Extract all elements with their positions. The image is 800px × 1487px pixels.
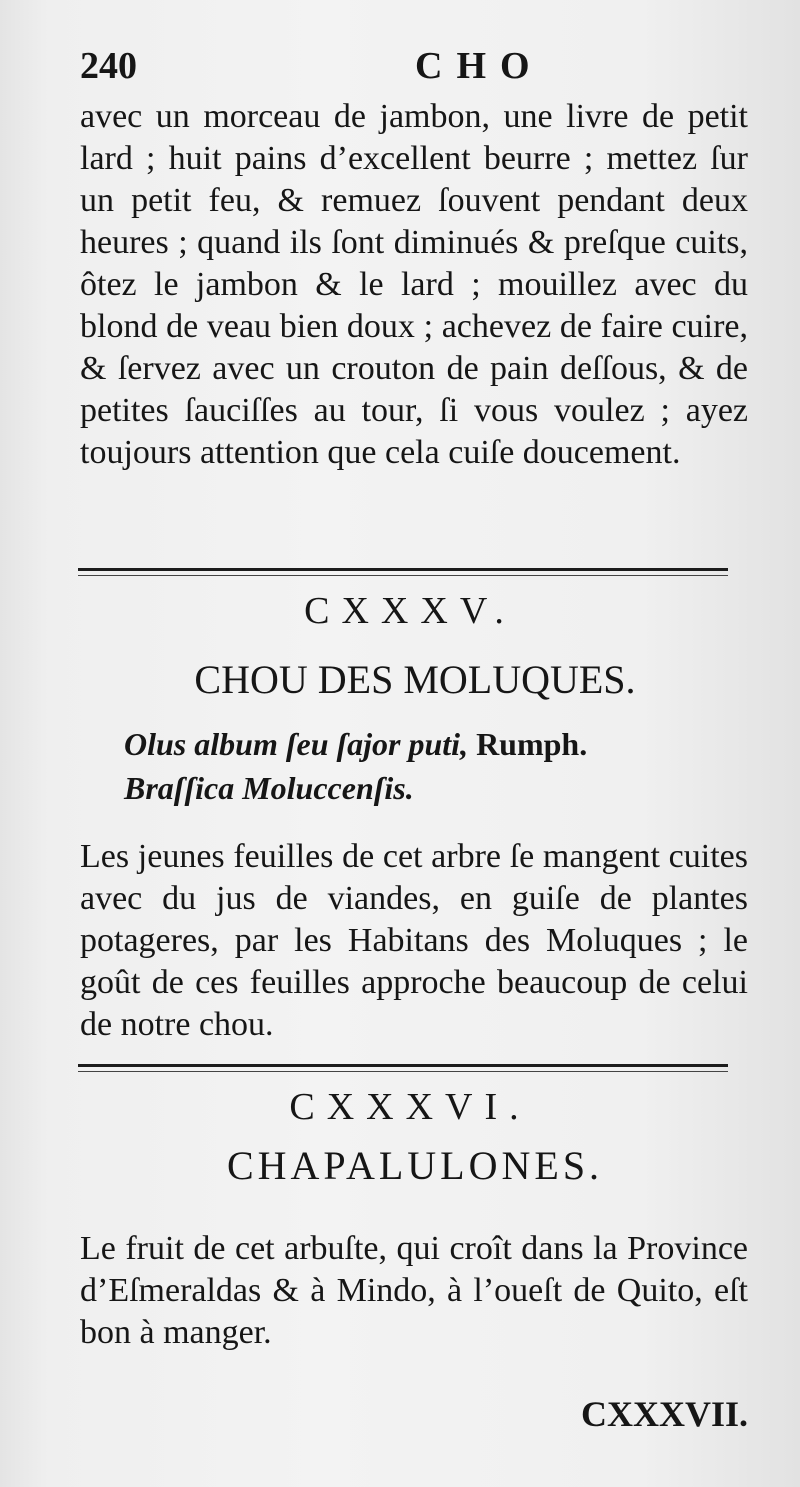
section-divider: [78, 1064, 728, 1067]
section-paragraph: Les jeunes feuilles de cet arbre ſe mangent cuites avec du jus de viandes, en guiſe de plantes potageres, par les Habitans des Moluques ; le goût de ces feuilles approche beaucoup de celui de notre chou.: [80, 838, 748, 1043]
section-title: CHAPALULONES.: [226, 1143, 604, 1188]
catchword: CXXXVII.: [580, 1394, 748, 1434]
synonym-author: Rumph.: [476, 726, 588, 762]
section-paragraph: Le fruit de cet arbuſte, qui croît dans la Province d’Eſmeraldas & à Mindo, à l’oueſt de Quito, eſt bon à manger.: [80, 1230, 748, 1351]
synonym-line: [124, 766, 587, 810]
page-number: 240: [80, 45, 137, 87]
synonym-latin-name: Olus album ſeu ſajor puti,: [124, 726, 469, 762]
page-header: [80, 44, 750, 94]
section-title: CHOU DES MOLUQUES.: [194, 657, 636, 702]
synonym-latin-name: Braſſica Moluccenſis.: [124, 770, 414, 806]
synonym-line: [124, 722, 587, 766]
continued-paragraph: avec un morceau de jambon, une livre de petit lard ; huit pains d’excellent beurre ; mettez ſur un petit feu, & remuez ſouvent pendant deux heures ; quand ils ſont diminués & preſque cuits, ôtez le jambon & le lard ; mouillez avec du blond de veau bien doux ; achevez de faire cuire, & ſervez avec un crouton de pain deſſous, & de petites ſauciſſes au tour, ſi vous voulez ; ayez toujours attention que cela cuiſe doucement.: [80, 98, 748, 471]
synonym-block: [124, 722, 587, 810]
section-number: CXXXVI.: [289, 1086, 531, 1128]
running-head: CHO: [415, 45, 544, 87]
section-divider: [78, 568, 728, 571]
section-number: CXXXV.: [304, 590, 516, 632]
